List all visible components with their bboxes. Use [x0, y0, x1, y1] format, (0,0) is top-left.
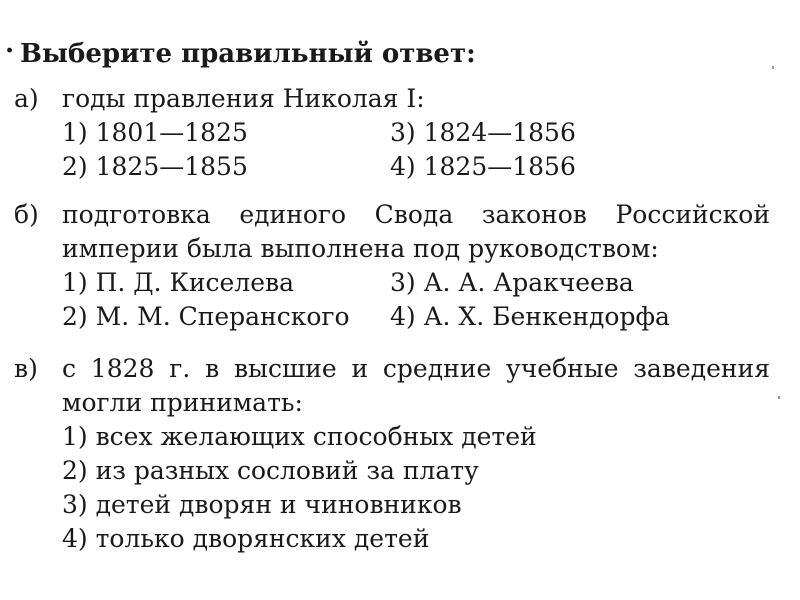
answer-option: 2) 1825—1855 [62, 152, 248, 181]
answer-option: 4) А. Х. Бенкендорфа [390, 302, 670, 331]
question-text: годы правления Николая I: [62, 84, 425, 113]
answer-options [62, 116, 784, 184]
question-text: империи была выполнена под руководством: [62, 234, 659, 263]
question-body [62, 198, 784, 334]
answer-option: 3) 1824—1856 [390, 118, 576, 147]
answer-option: 4) только дворянских детей [62, 524, 430, 553]
question-text: с 1828 г. в высшие и средние учебные заведения [62, 354, 770, 383]
answer-option: 3) детей дворян и чиновников [62, 490, 462, 519]
task-number-fragment: . [4, 29, 14, 59]
answer-options [62, 266, 784, 334]
task-title: Выберите правильный ответ: [20, 39, 476, 69]
answer-option: 1) всех желающих способных детей [62, 422, 537, 451]
question-text: могли принимать: [62, 388, 303, 417]
answer-option: 1) 1801—1825 [62, 118, 248, 147]
answer-option: 4) 1825—1856 [390, 152, 576, 181]
question-a [14, 82, 784, 184]
task-heading [0, 26, 476, 69]
question-b [14, 198, 784, 334]
question-c [14, 352, 784, 556]
question-letter: в) [14, 354, 38, 383]
answer-option: 1) П. Д. Киселева [62, 268, 294, 297]
answer-option: 2) из разных сословий за плату [62, 456, 479, 485]
question-letter: б) [14, 200, 39, 229]
scan-speck [778, 396, 780, 399]
answer-option: 3) А. А. Аракчеева [390, 268, 634, 297]
answer-options [62, 420, 784, 556]
question-body [62, 352, 784, 556]
question-body [62, 82, 784, 184]
question-text: подготовка единого Свода законов Российской [62, 200, 770, 229]
answer-option: 2) М. М. Сперанского [62, 302, 350, 331]
scan-speck [772, 66, 774, 69]
question-letter: а) [14, 84, 39, 113]
